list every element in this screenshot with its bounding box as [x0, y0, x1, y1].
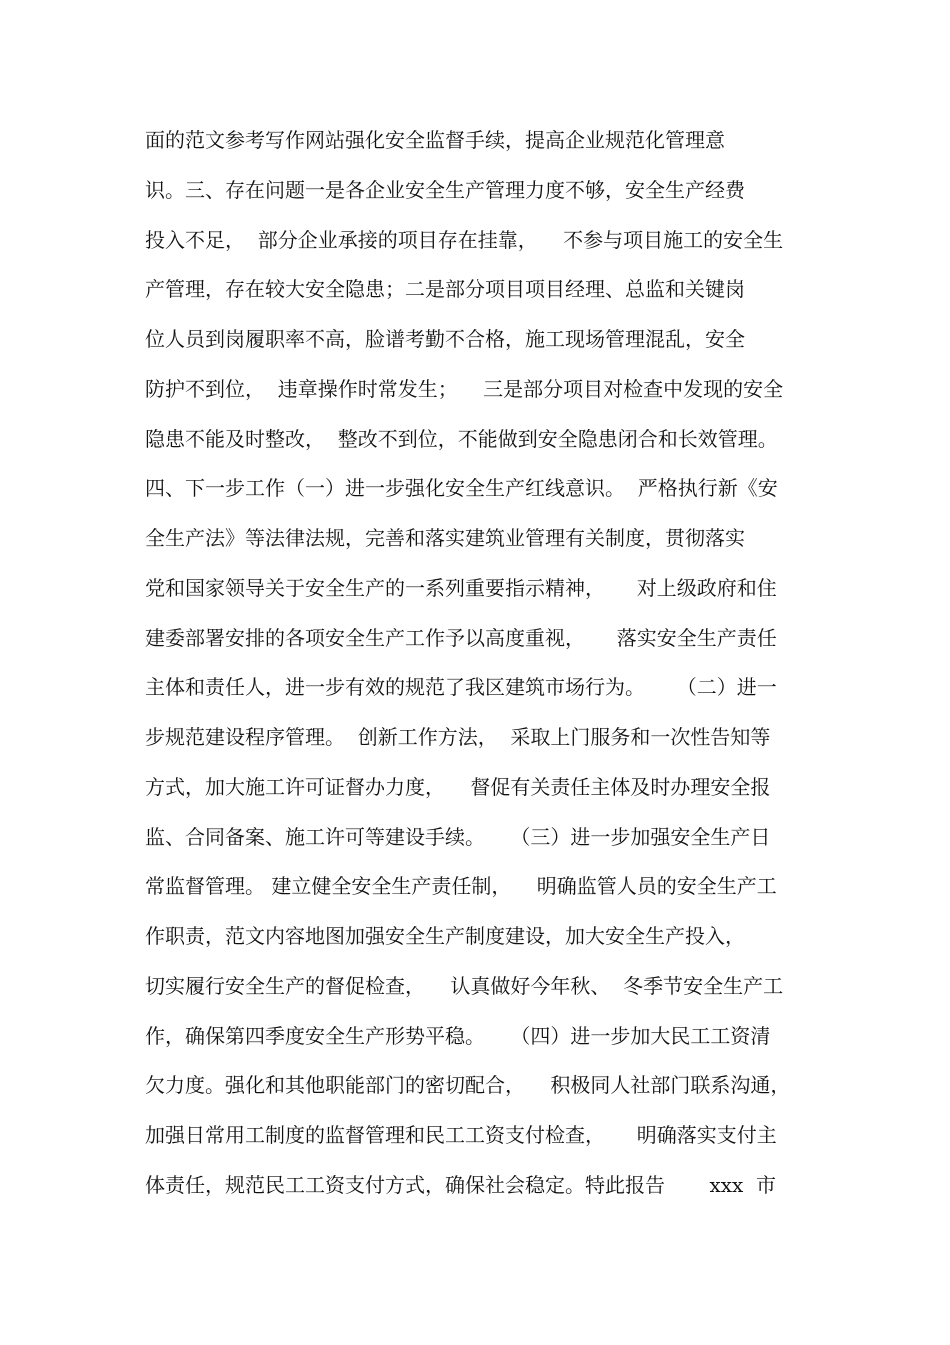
text-line-2: 识。三、存在问题一是各企业安全生产管理力度不够，安全生产经费 — [145, 177, 745, 202]
text-line-1: 面的范文参考写作网站强化安全监督手续，提高企业规范化管理意 — [145, 128, 725, 152]
text-line-7: 隐患不能及时整改， 整改不到位，不能做到安全隐患闭合和长效管理。 — [145, 426, 778, 451]
text-line-22: 体责任，规范民工工资支付方式，确保社会稳定。特此报告 xxx 市 — [145, 1172, 777, 1197]
report-body-text — [145, 120, 825, 1215]
text-line-15: 监、合同备案、施工许可等建设手续。 （三）进一步加强安全生产日 — [145, 824, 771, 849]
text-line-12: 主体和责任人，进一步有效的规范了我区建筑市场行为。 （二）进一 — [145, 675, 777, 700]
text-line-9: 全生产法》等法律法规，完善和落实建筑业管理有关制度，贯彻落实 — [145, 526, 745, 550]
text-line-3: 投入不足， 部分企业承接的项目存在挂靠， 不参与项目施工的安全生 — [145, 227, 784, 252]
text-line-18: 切实履行安全生产的督促检查， 认真做好今年秋、 冬季节安全生产工 — [145, 973, 784, 998]
text-line-21: 加强日常用工制度的监督管理和民工工资支付检查， 明确落实支付主 — [145, 1123, 777, 1147]
text-line-19: 作，确保第四季度安全生产形势平稳。 （四）进一步加大民工工资清 — [145, 1023, 771, 1048]
text-line-4: 产管理，存在较大安全隐患；二是部分项目项目经理、总监和关键岗 — [145, 277, 745, 302]
text-line-6: 防护不到位， 违章操作时常发生； 三是部分项目对检查中发现的安全 — [145, 376, 784, 401]
text-line-14: 方式，加大施工许可证督办力度， 督促有关责任主体及时办理安全报 — [145, 774, 771, 799]
text-line-8: 四、下一步工作（一）进一步强化安全生产红线意识。 严格执行新《安 — [145, 476, 778, 501]
text-line-16: 常监督管理。 建立健全安全生产责任制， 明确监管人员的安全生产工 — [145, 874, 777, 899]
text-line-13: 步规范建设程序管理。 创新工作方法， 采取上门服务和一次性告知等 — [145, 725, 771, 749]
text-line-17: 作职责，范文内容地图加强安全生产制度建设，加大安全生产投入， — [145, 924, 745, 948]
text-line-20: 欠力度。强化和其他职能部门的密切配合， 积极同人社部门联系沟通， — [145, 1073, 791, 1098]
text-line-5: 位人员到岗履职率不高，脸谱考勤不合格，施工现场管理混乱，安全 — [145, 327, 745, 351]
text-line-10: 党和国家领导关于安全生产的一系列重要指示精神， 对上级政府和住 — [145, 575, 777, 600]
text-line-11: 建委部署安排的各项安全生产工作予以高度重视， 落实安全生产责任 — [145, 625, 777, 650]
